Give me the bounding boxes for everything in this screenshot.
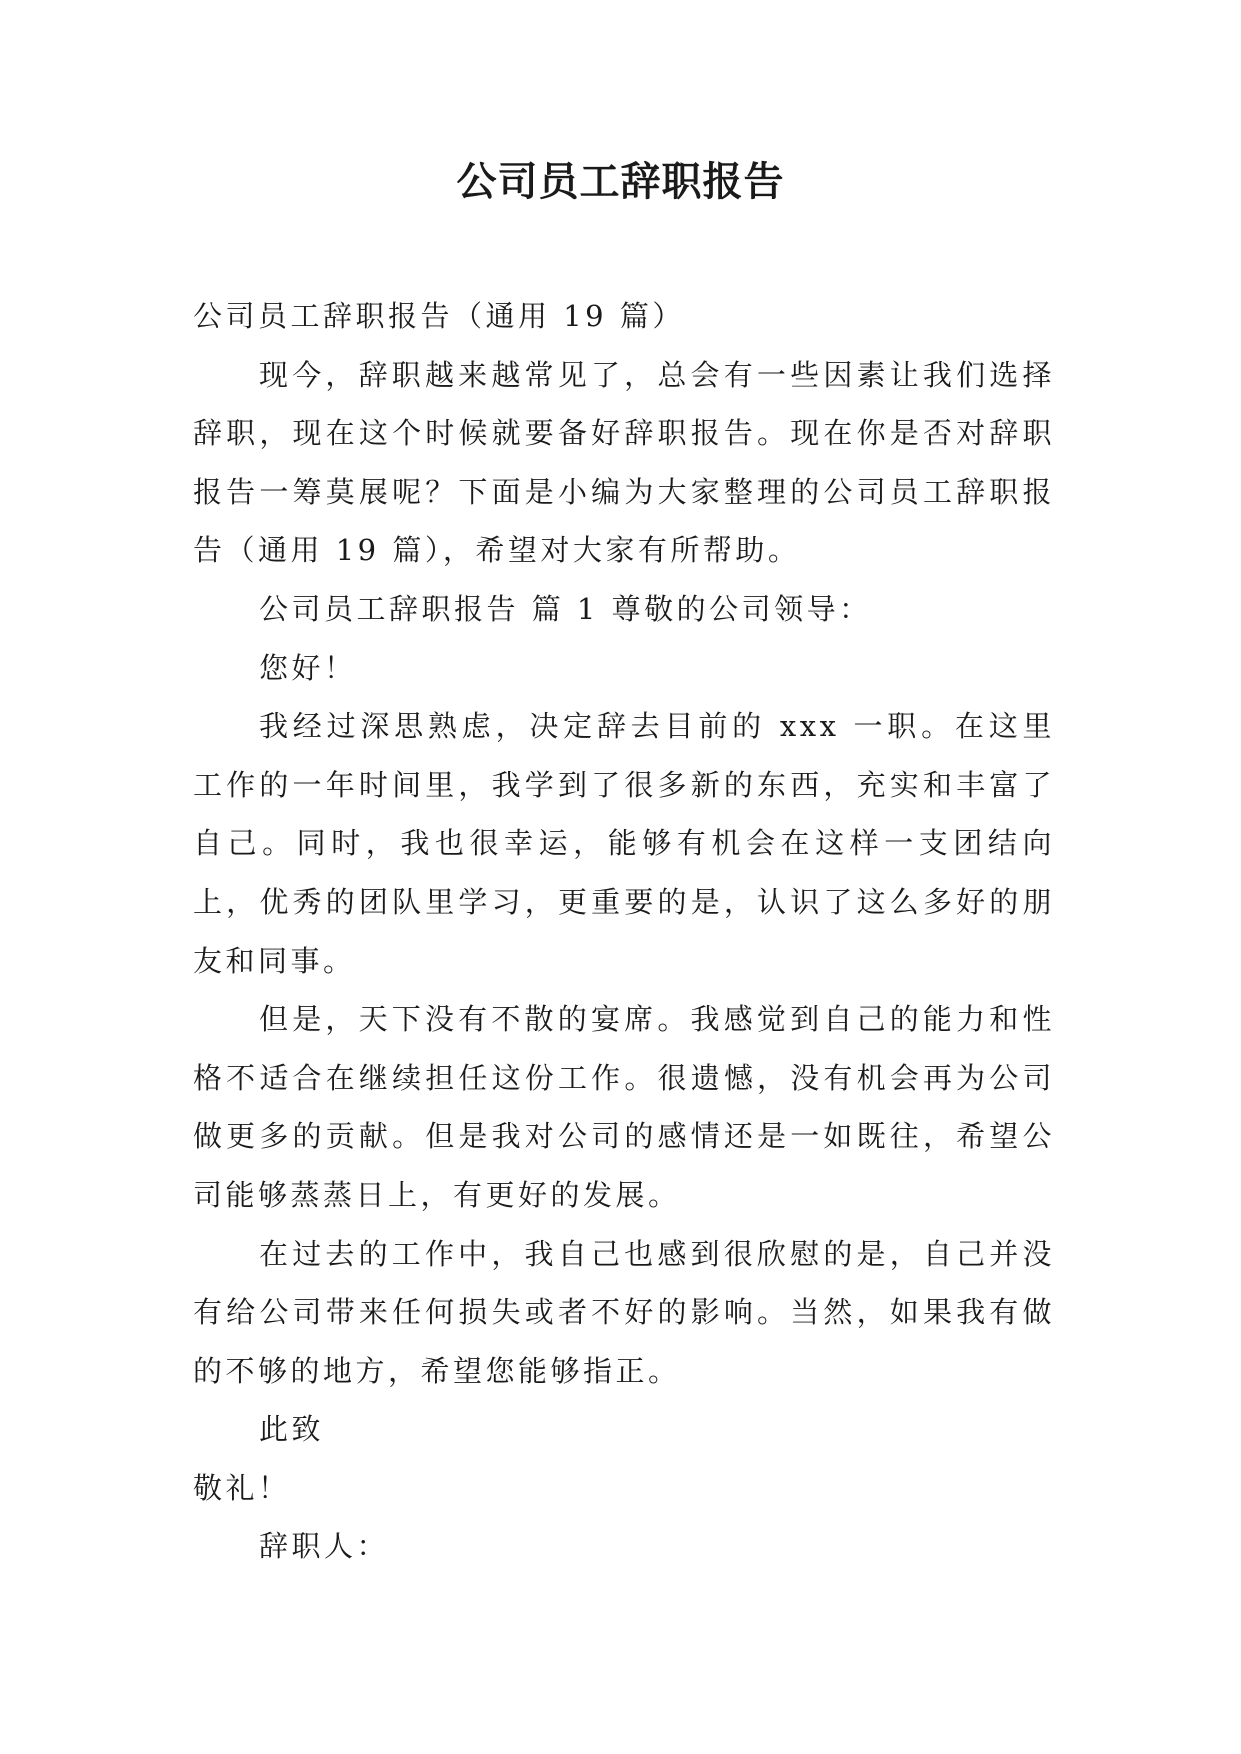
body-paragraph: 我经过深思熟虑，决定辞去目前的 xxx 一职。在这里工作的一年时间里，我学到了很多新的东西，充实和丰富了自己。同时，我也很幸运，能够有机会在这样一支团结向上，优秀的团队里学习，更重要的是，认识了这么多好的朋友和同事。 (193, 709, 1055, 978)
document-title: 公司员工辞职报告 (456, 159, 785, 205)
intro-paragraph: 现今，辞职越来越常见了，总会有一些因素让我们选择辞职，现在这个时候就要备好辞职报告。现在你是否对辞职报告一筹莫展呢？下面是小编为大家整理的公司员工辞职报告（通用 19 篇），希望对大家有所帮助。 (193, 357, 1055, 568)
body-paragraph: 但是，天下没有不散的宴席。我感觉到自己的能力和性格不适合在继续担任这份工作。很遗憾，没有机会再为公司做更多的贡献。但是我对公司的感情还是一如既往，希望公司能够蒸蒸日上，有更好的发展。 (193, 1002, 1055, 1212)
body-paragraph: 在过去的工作中，我自己也感到很欣慰的是，自己并没有给公司带来任何损失或者不好的影响。当然，如果我有做的不够的地方，希望您能够指正。 (193, 1236, 1055, 1388)
document-body (193, 287, 1055, 1576)
letter-heading: 公司员工辞职报告 篇 1 尊敬的公司领导： (259, 591, 872, 626)
document-subtitle: 公司员工辞职报告（通用 19 篇） (193, 299, 685, 333)
greeting: 您好！ (259, 650, 357, 685)
signature-label: 辞职人： (259, 1529, 390, 1564)
salute-line: 敬礼！ (193, 1470, 291, 1505)
closing-line: 此致 (259, 1412, 325, 1447)
